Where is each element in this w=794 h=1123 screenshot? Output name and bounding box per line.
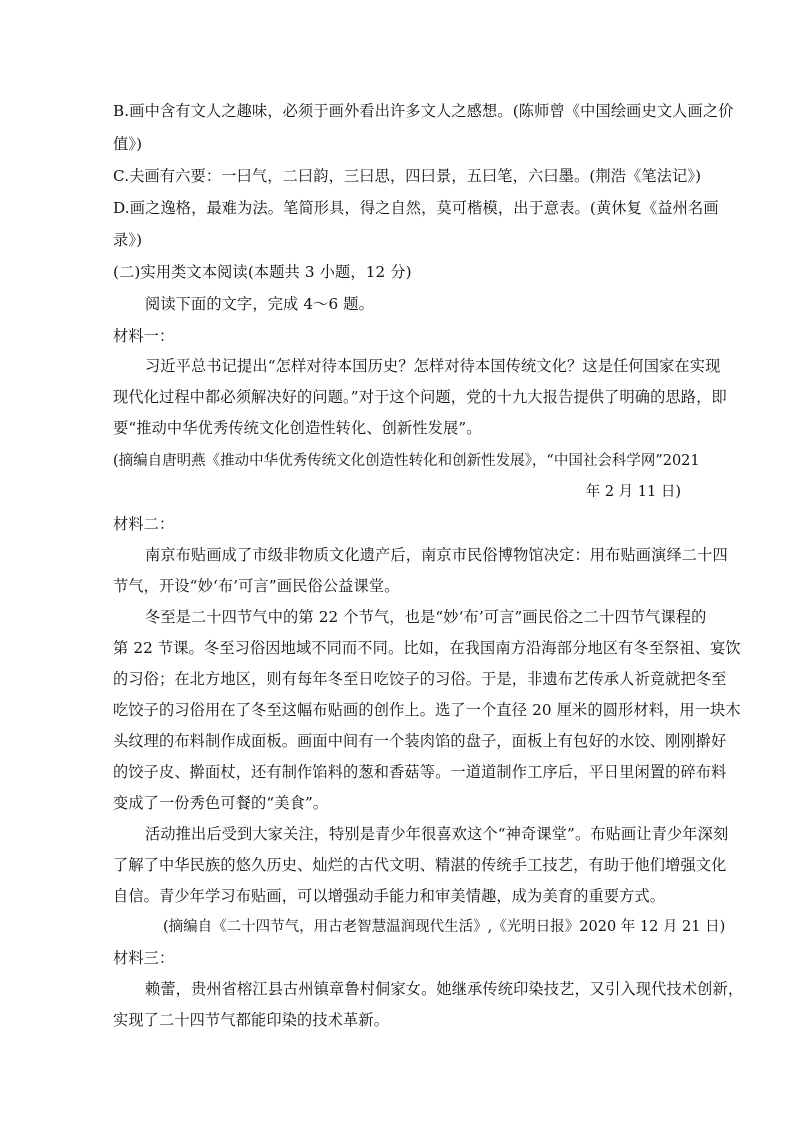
text-line: 吃饺子的习俗用在了冬至这幅布贴画的创作上。选了一个直径 20 厘米的圆形材料，用一块木: [113, 701, 741, 719]
material-heading: 材料三：: [113, 949, 175, 967]
text-line: 实现了二十四节气都能印染的技术革新。: [113, 1011, 390, 1029]
text-line: 了解了中华民族的悠久历史、灿烂的古代文明、精湛的传统手工技艺，有助于他们增强文化: [113, 856, 727, 874]
text-line: 要“推动中华优秀传统文化创造性转化、创新性发展”。: [113, 419, 482, 437]
material-heading: 材料二：: [113, 515, 175, 533]
text-line: 头纹理的布料制作成面板。画面中间有一个装肉馅的盘子，面板上有包好的水饺、刚刚擀好: [113, 732, 727, 750]
material-heading: 材料一：: [113, 327, 175, 345]
text-line: 习近平总书记提出“怎样对待本国历史？怎样对待本国传统文化？这是任何国家在实现: [145, 357, 721, 375]
text-line: 的饺子皮、擀面杖，还有制作馅料的葱和香菇等。一道道制作工序后，平日里闲置的碎布料: [113, 763, 727, 781]
text-line: D.画之逸格，最难为法。笔简形具，得之自然，莫可楷模，出于意表。(黄休复《益州名画: [113, 199, 719, 217]
text-line: 冬至是二十四节气中的第 22 个节气，也是“妙‘布’可言”画民俗之二十四节气课程的: [145, 608, 707, 626]
source-citation: (摘编自唐明燕《推动中华优秀传统文化创造性转化和创新性发展》，“中国社会科学网”2021: [113, 453, 700, 469]
text-line: C.夫画有六要：一曰气，二曰韵，三曰思，四曰景，五曰笔，六曰墨。(荆浩《笔法记》): [113, 167, 702, 185]
text-line: 赖蕾，贵州省榕江县古州镇章鲁村侗家女。她继承传统印染技艺，又引入现代技术创新，: [145, 980, 744, 998]
text-line: 值》): [113, 135, 143, 153]
text-line: 的习俗；在北方地区，则有每年冬至日吃饺子的习俗。于是，非遗布艺传承人祈竟就把冬至: [113, 670, 727, 688]
source-citation: 年 2 月 11 日): [585, 484, 681, 500]
text-line: 现代化过程中都必须解决好的问题。”对于这个问题，党的十九大报告提供了明确的思路，即: [113, 388, 727, 406]
text-line: 南京布贴画成了市级非物质文化遗产后，南京市民俗博物馆决定：用布贴画演绎二十四: [145, 546, 728, 564]
text-line: 节气，开设“妙‘布’可言”画民俗公益课堂。: [113, 577, 400, 595]
text-line: 录》): [113, 231, 143, 249]
text-line: 变成了一份秀色可餐的“美食”。: [113, 794, 329, 812]
text-line: 自信。青少年学习布贴画，可以增强动手能力和审美情趣，成为美育的重要方式。: [113, 887, 666, 905]
text-line: B.画中含有文人之趣味，必须于画外看出许多文人之感想。(陈师曾《中国绘画史文人画之价: [113, 102, 734, 120]
source-citation: (摘编自《二十四节气，用古老智慧温润现代生活》,《光明日报》2020 年 12 月 21 日): [163, 919, 726, 935]
instruction-line: 阅读下面的文字，完成 4～6 题。: [145, 295, 374, 313]
section-heading: (二)实用类文本阅读(本题共 3 小题，12 分): [113, 263, 412, 281]
text-line: 活动推出后受到大家关注，特别是青少年很喜欢这个“神奇课堂”。布贴画让青少年深刻: [145, 825, 729, 843]
text-line: 第 22 节课。冬至习俗因地域不同而不同。比如，在我国南方沿海部分地区有冬至祭祖、宴饮: [113, 639, 741, 657]
